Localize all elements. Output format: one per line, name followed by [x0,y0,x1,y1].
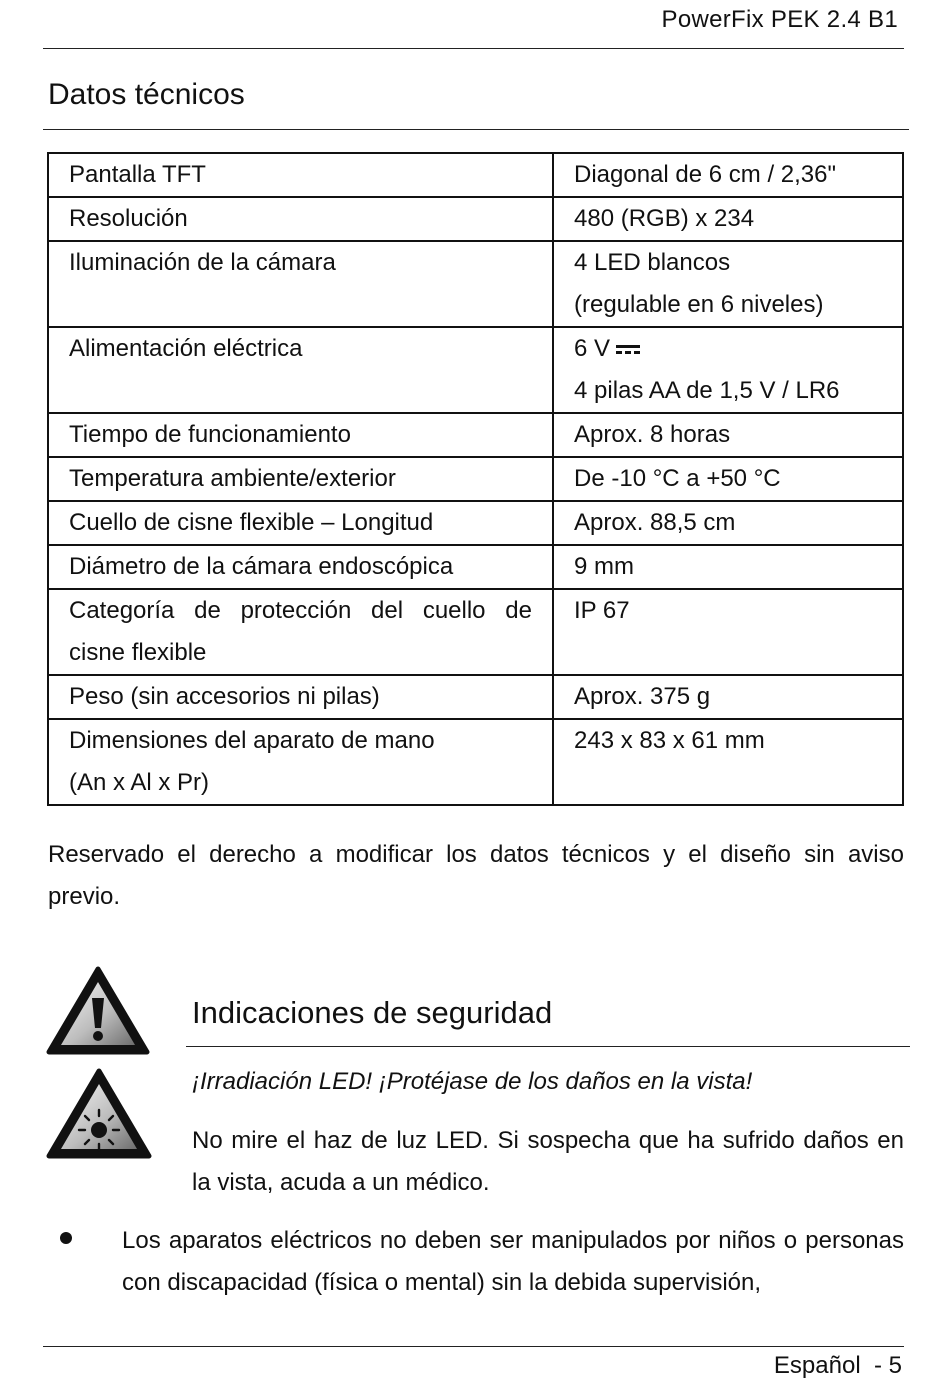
spec-value: Diagonal de 6 cm / 2,36" [553,153,903,197]
table-row [48,153,903,197]
table-row [48,675,903,719]
label-word: de [505,597,532,624]
section-title: Datos técnicos [48,78,245,111]
spec-value: Aprox. 88,5 cm [553,501,903,545]
spec-label-line2: (An x Al x Pr) [69,769,210,796]
spec-value: De -10 °C a +50 °C [553,457,903,501]
led-radiation-warning-icon [46,1068,152,1160]
spec-label: Tiempo de funcionamiento [48,413,553,457]
spec-value: 6 V [574,335,611,362]
spec-table [47,152,904,806]
spec-value: 9 mm [553,545,903,589]
spec-label-line1 [69,590,532,632]
table-row [48,501,903,545]
spec-value: 4 LED blancos [574,249,731,276]
label-word: del [371,597,404,624]
table-row [48,589,903,675]
footer-rule [43,1346,904,1347]
direct-current-icon [616,344,640,356]
spec-label-cell [48,719,553,805]
document-header-title: PowerFix PEK 2.4 B1 [661,6,898,33]
spec-label: Temperatura ambiente/exterior [48,457,553,501]
spec-value-line1 [574,328,882,370]
spec-label-cell [48,589,553,675]
label-word: Categoría [69,597,175,624]
table-row [48,241,903,327]
bullet-text [122,1220,904,1304]
spec-label: Alimentación eléctrica [48,327,553,413]
led-warning-heading: ¡Irradiación LED! ¡Protéjase de los daños en la vista! [192,1068,753,1095]
safety-title-rule [186,1046,910,1047]
label-word: protección [240,597,352,624]
spec-label: Resolución [48,197,553,241]
label-word: cuello [422,597,486,624]
spec-value: IP 67 [553,589,903,675]
table-row [48,197,903,241]
spec-value: 243 x 83 x 61 mm [553,719,903,805]
spec-label: Dimensiones del aparato de mano [69,727,435,754]
spec-label: Peso (sin accesorios ni pilas) [48,675,553,719]
spec-label: Pantalla TFT [48,153,553,197]
bullet-dot [60,1232,72,1244]
table-row [48,327,903,413]
spec-value: 480 (RGB) x 234 [553,197,903,241]
spec-value: Aprox. 8 horas [553,413,903,457]
page-footer: Español - 5 [773,1352,902,1379]
bullet-text-content: Los aparatos eléctricos no deben ser manipulados por niños o personas con discapacidad (física o mental) sin la debida supervisión, [122,1227,904,1296]
spec-value-line2: (regulable en 6 niveles) [574,291,824,318]
table-row [48,719,903,805]
section-title-rule [43,129,909,130]
spec-label: Iluminación de la cámara [48,241,553,327]
spec-label: Diámetro de la cámara endoscópica [48,545,553,589]
label-word: de [194,597,221,624]
spec-label-line2: cisne flexible [69,639,207,666]
disclaimer-note: Reservado el derecho a modificar los datos técnicos y el diseño sin aviso previo. [48,841,904,910]
spec-value-cell [553,241,903,327]
header-rule [43,48,904,49]
exclamation-warning-icon [46,966,150,1056]
table-row [48,545,903,589]
table-row [48,413,903,457]
spec-value: Aprox. 375 g [553,675,903,719]
spec-value-line2: 4 pilas AA de 1,5 V / LR6 [574,377,840,404]
table-row [48,457,903,501]
led-warning-text: No mire el haz de luz LED. Si sospecha que ha sufrido daños en la vista, acuda a un médico. [192,1127,904,1196]
spec-label: Cuello de cisne flexible – Longitud [48,501,553,545]
spec-value-cell [553,327,903,413]
safety-section-title: Indicaciones de seguridad [192,995,553,1030]
